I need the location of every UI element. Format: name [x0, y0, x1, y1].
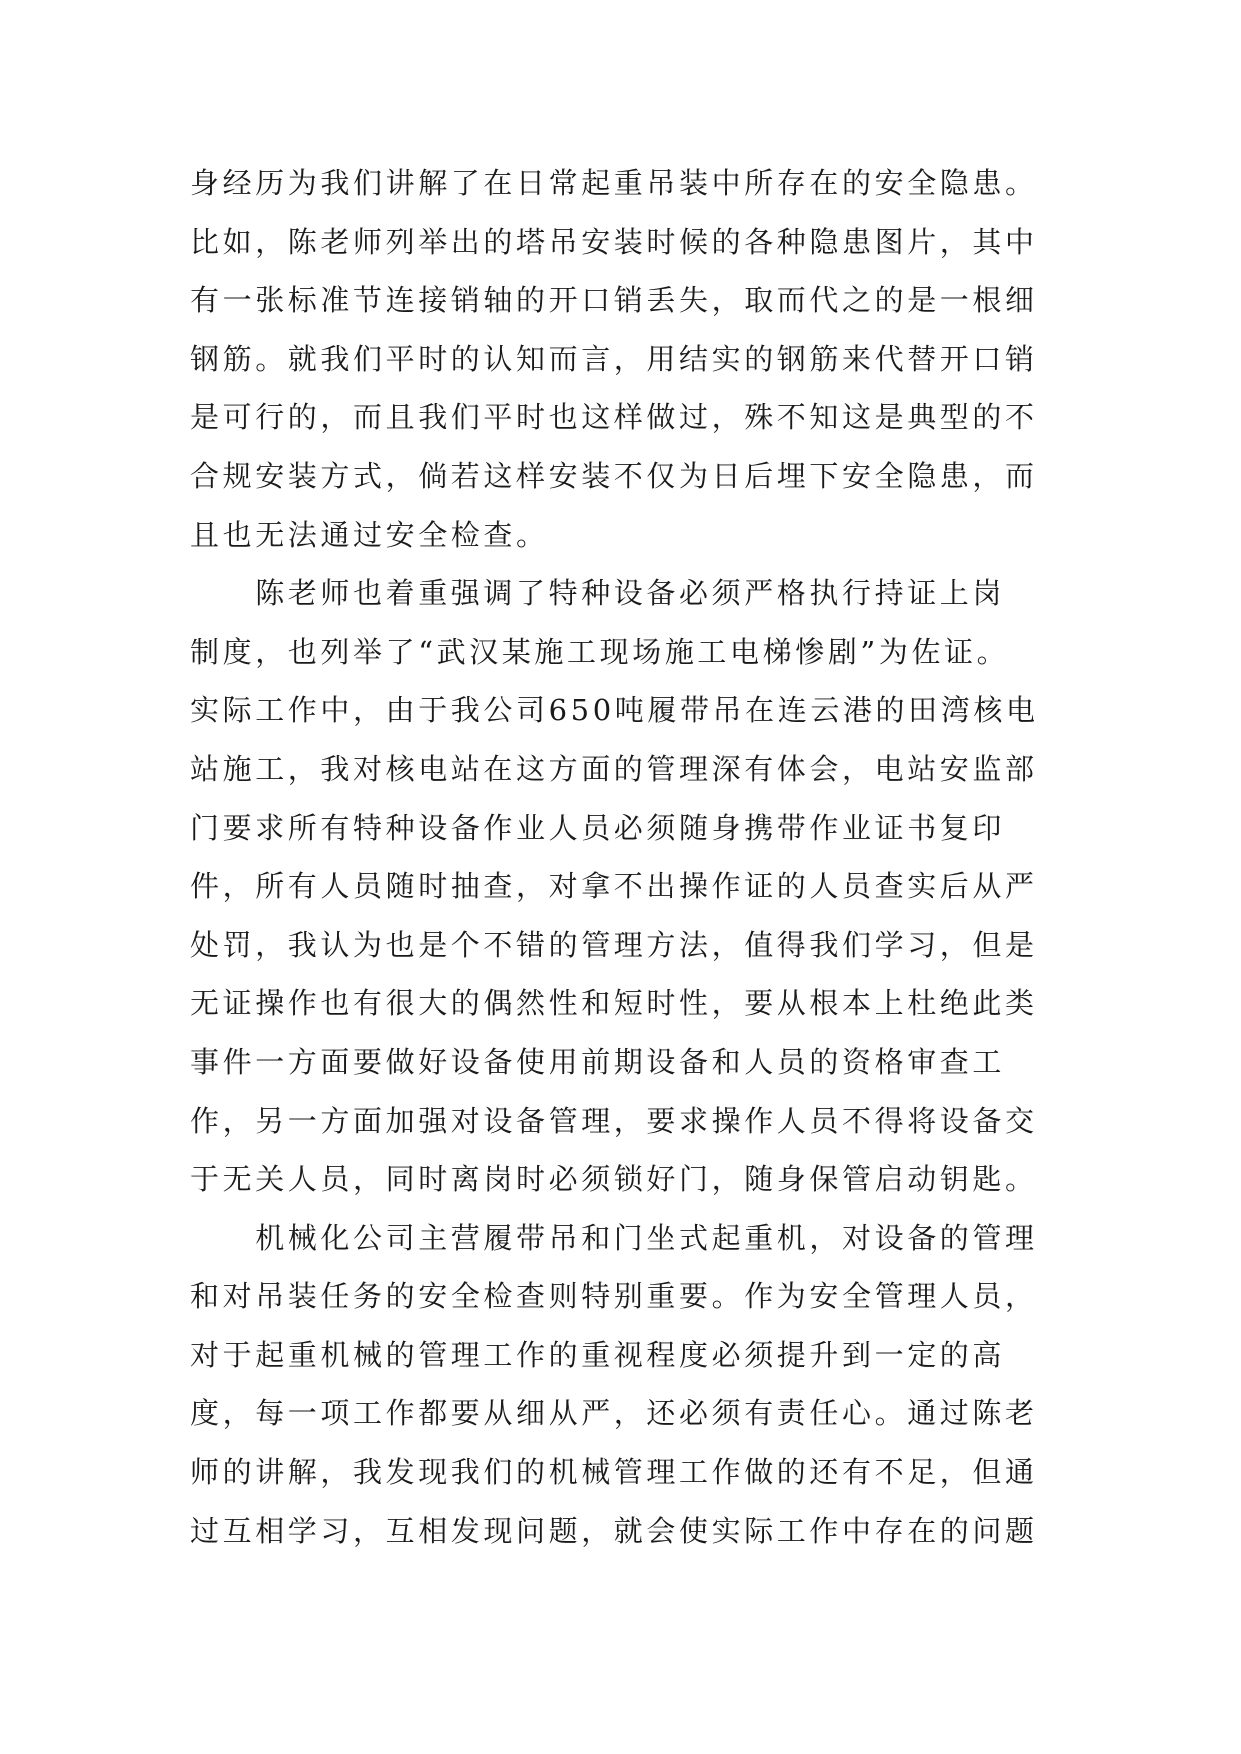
text-line: 师的讲解，我发现我们的机械管理工作做的还有不足，但通 — [190, 1455, 1038, 1490]
text-line: 于无关人员，同时离岗时必须锁好门，随身保管启动钥匙。 — [190, 1162, 1038, 1197]
text-line: 无证操作也有很大的偶然性和短时性，要从根本上杜绝此类 — [190, 986, 1038, 1021]
text-line: 对于起重机械的管理工作的重视程度必须提升到一定的高 — [190, 1337, 1006, 1372]
text-line: 有一张标准节连接销轴的开口销丢失，取而代之的是一根细 — [190, 283, 1038, 318]
text-line: 制度，也列举了“武汉某施工现场施工电梯惨剧”为佐证。 — [190, 634, 1010, 669]
text-line: 合规安装方式，倘若这样安装不仅为日后埋下安全隐患，而 — [190, 458, 1038, 493]
text-line: 钢筋。就我们平时的认知而言，用结实的钢筋来代替开口销 — [190, 341, 1038, 376]
text-line: 作，另一方面加强对设备管理，要求操作人员不得将设备交 — [190, 1103, 1038, 1138]
text-line: 事件一方面要做好设备使用前期设备和人员的资格审查工 — [190, 1044, 1006, 1079]
text-line: 站施工，我对核电站在这方面的管理深有体会，电站安监部 — [190, 751, 1038, 786]
text-line: 陈老师也着重强调了特种设备必须严格执行持证上岗 — [190, 576, 1006, 611]
body-text — [190, 154, 1050, 1560]
text-line: 是可行的，而且我们平时也这样做过，殊不知这是典型的不 — [190, 400, 1038, 435]
text-line: 处罚，我认为也是个不错的管理方法，值得我们学习，但是 — [190, 927, 1038, 962]
text-line: 和对吊装任务的安全检查则特别重要。作为安全管理人员， — [190, 1279, 1038, 1314]
text-line: 度，每一项工作都要从细从严，还必须有责任心。通过陈老 — [190, 1396, 1038, 1431]
text-line: 身经历为我们讲解了在日常起重吊装中所存在的安全隐患。 — [190, 166, 1038, 200]
text-line: 比如，陈老师列举出的塔吊安装时候的各种隐患图片，其中 — [190, 224, 1038, 259]
text-line: 件，所有人员随时抽查，对拿不出操作证的人员查实后从严 — [190, 869, 1038, 904]
text-line: 实际工作中，由于我公司650吨履带吊在连云港的田湾核电 — [190, 693, 1039, 728]
text-line: 机械化公司主营履带吊和门坐式起重机，对设备的管理 — [190, 1220, 1038, 1255]
text-line: 过互相学习，互相发现问题，就会使实际工作中存在的问题 — [190, 1513, 1038, 1548]
text-line: 门要求所有特种设备作业人员必须随身携带作业证书复印 — [190, 810, 1006, 845]
text-line: 且也无法通过安全检查。 — [190, 517, 549, 552]
